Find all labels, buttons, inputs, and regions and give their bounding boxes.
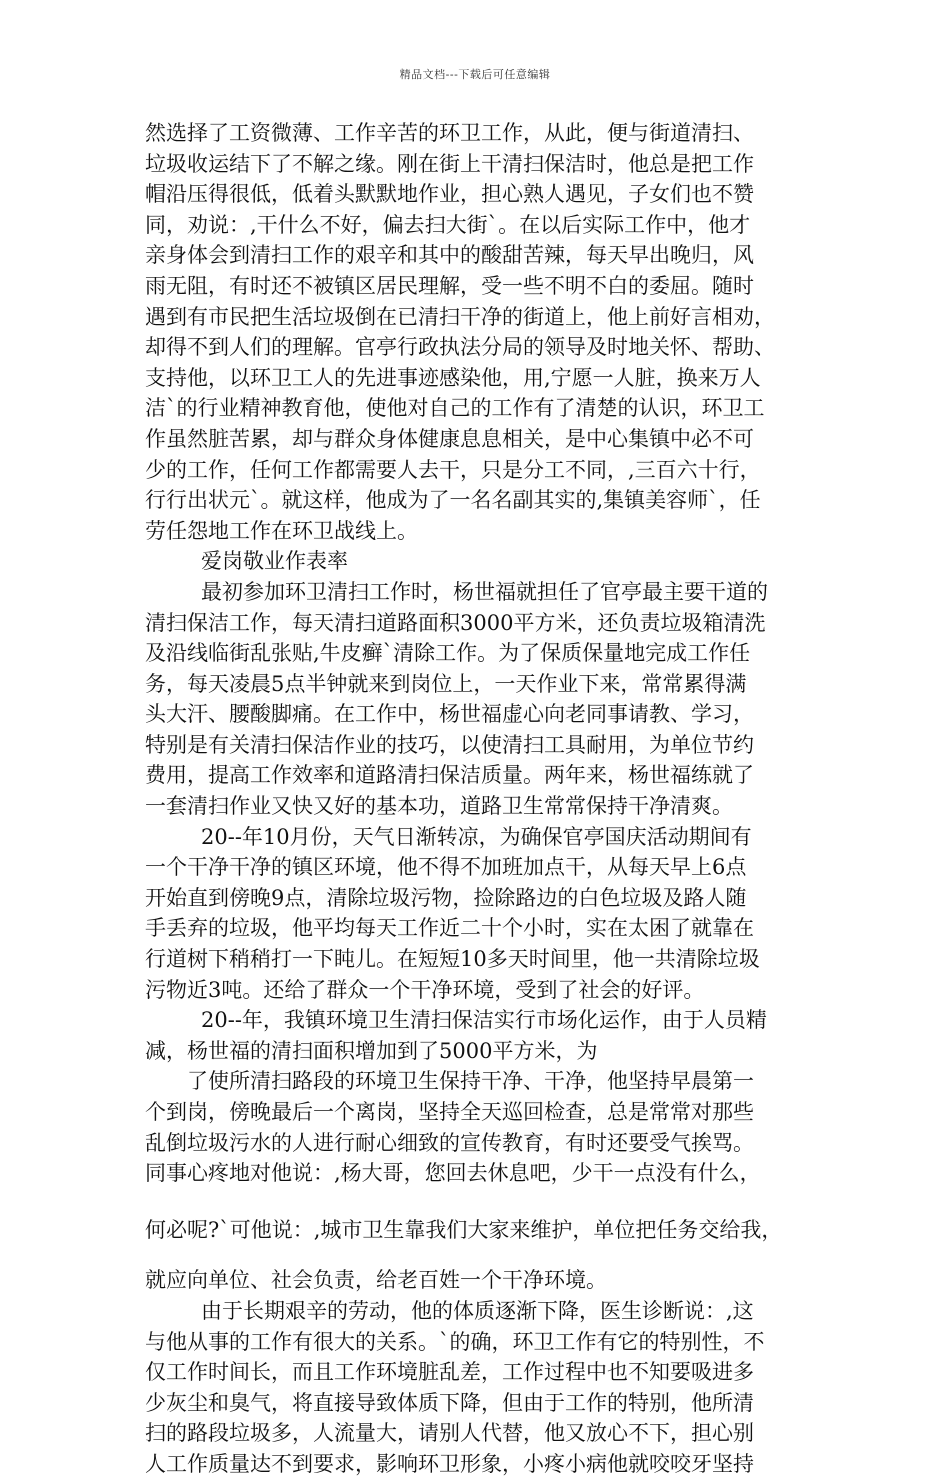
text-line: 务，每天凌晨5点半钟就来到岗位上，一天作业下来，常常累得满: [145, 671, 747, 696]
text-line: 亲身体会到清扫工作的艰辛和其中的酸甜苦辣，每天早出晚归，风: [145, 243, 754, 268]
text-line: 劳任怨地工作在环卫战线上。: [145, 518, 418, 543]
text-line: 洁`的行业精神教育他，使他对自己的工作有了清楚的认识，环卫工: [145, 396, 765, 421]
text-line: 了使所清扫路段的环境卫生保持干净、干净，他坚持早晨第一: [187, 1069, 754, 1094]
text-line: 由于长期艰辛的劳动，他的体质逐渐下降，医生诊断说：,这: [201, 1298, 754, 1323]
text-line: 20--年10月份，天气日渐转凉，为确保官亭国庆活动期间有: [201, 824, 752, 849]
text-line: 20--年，我镇环境卫生清扫保洁实行市场化运作，由于人员精: [201, 1008, 767, 1033]
text-line: 仅工作时间长，而且工作环境脏乱差，工作过程中也不知要吸进多: [145, 1360, 754, 1385]
text-line: 同事心疼地对他说：,杨大哥，您回去休息吧，少干一点没有什么，: [145, 1161, 761, 1186]
text-line: 污物近3吨。还给了群众一个干净环境，受到了社会的好评。: [145, 977, 705, 1002]
text-line: 支持他，以环卫工人的先进事迹感染他，用,宁愿一人脏，换来万人: [145, 365, 761, 390]
text-line: 人工作质量达不到要求，影响环卫形象，小疼小病他就咬咬牙坚持: [145, 1451, 754, 1476]
text-line: 一套清扫作业又快又好的基本功，道路卫生常常保持干净清爽。: [145, 794, 733, 819]
text-line: 开始直到傍晚9点，清除垃圾污物，捡除路边的白色垃圾及路人随: [145, 885, 747, 910]
text-line: 行道树下稍稍打一下盹儿。在短短10多天时间里，他一共清除垃圾: [145, 947, 760, 972]
text-line: 少的工作，任何工作都需要人去干，只是分工不同，,三百六十行，: [145, 457, 761, 482]
section-heading: 爱岗敬业作表率: [201, 549, 348, 574]
text-line: 乱倒垃圾污水的人进行耐心细致的宣传教育，有时还要受气挨骂。: [145, 1130, 754, 1155]
text-line: 垃圾收运结下了不解之缘。刚在街上干清扫保洁时，他总是把工作: [145, 151, 754, 176]
text-line: 及沿线临街乱张贴,牛皮癣`清除工作。为了保质保量地完成工作任: [145, 641, 751, 666]
text-line: 行行出状元`。就这样，他成为了一名名副其实的,集镇美容师`，任: [145, 488, 761, 513]
text-line: 清扫保洁工作，每天清扫道路面积3000平方米，还负责垃圾箱清洗: [145, 610, 766, 635]
text-line: 就应向单位、社会负责，给老百姓一个干净环境。: [145, 1268, 607, 1293]
text-line: 扫的路段垃圾多，人流量大，请别人代替，他又放心不下，担心别: [145, 1421, 754, 1446]
text-line: 个到岗，傍晚最后一个离岗，坚持全天巡回检查，总是常常对那些: [145, 1100, 754, 1124]
page-header: 精品文档---下载后可任意编辑: [399, 68, 551, 81]
text-line: 帽沿压得很低，低着头默默地作业，担心熟人遇见，子女们也不赞: [145, 182, 754, 207]
text-line: 却得不到人们的理解。官亭行政执法分局的领导及时地关怀、帮助、: [145, 335, 775, 360]
text-line: 费用，提高工作效率和道路清扫保洁质量。两年来，杨世福练就了: [145, 763, 754, 788]
text-line: 减，杨世福的清扫面积增加到了5000平方米，为: [145, 1038, 598, 1063]
text-line: 雨无阻，有时还不被镇区居民理解，受一些不明不白的委屈。随时: [145, 273, 754, 298]
text-line: 何必呢?`可他说：,城市卫生靠我们大家来维护，单位把任务交给我，: [145, 1217, 783, 1242]
text-line: 特别是有关清扫保洁作业的技巧，以使清扫工具耐用，为单位节约: [145, 732, 754, 757]
text-line: 遇到有市民把生活垃圾倒在已清扫干净的街道上，他上前好言相劝，: [145, 304, 775, 329]
text-line: 头大汗、腰酸脚痛。在工作中，杨世福虚心向老同事请教、学习，: [145, 702, 754, 727]
text-line: 一个干净干净的镇区环境，他不得不加班加点干，从每天早上6点: [145, 855, 747, 880]
text-line: 然选择了工资微薄、工作辛苦的环卫工作，从此，便与街道清扫、: [145, 121, 754, 145]
text-line: 最初参加环卫清扫工作时，杨世福就担任了官亭最主要干道的: [201, 579, 768, 604]
document-body: [145, 118, 825, 1480]
text-line: 作虽然脏苦累，却与群众身体健康息息相关，是中心集镇中必不可: [145, 426, 754, 451]
text-line: 与他从事的工作有很大的关系。`的确，环卫工作有它的特别性，不: [145, 1329, 765, 1354]
text-line: 手丢弃的垃圾，他平均每天工作近二十个小时，实在太困了就靠在: [145, 916, 754, 941]
text-line: 同，劝说：,干什么不好，偏去扫大街`。在以后实际工作中，他才: [145, 212, 751, 237]
text-line: 少灰尘和臭气，将直接导致体质下降，但由于工作的特别，他所清: [145, 1390, 754, 1415]
